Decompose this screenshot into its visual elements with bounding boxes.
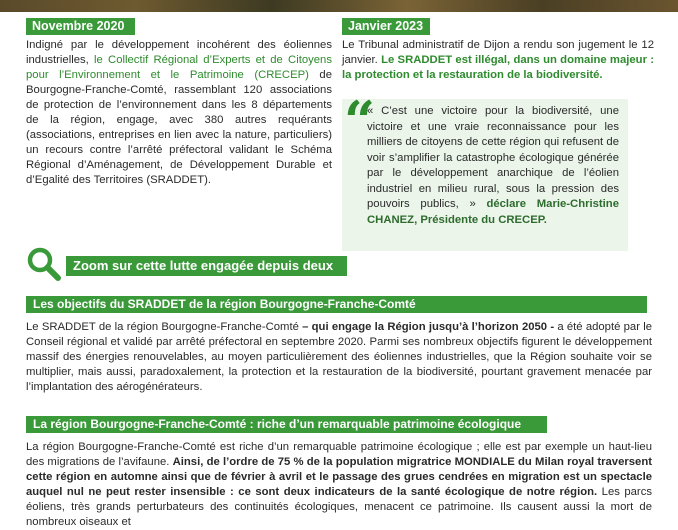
section1-title-bar: Les objectifs du SRADDET de la région Bourgogne-Franche-Comté — [26, 296, 647, 313]
quote-body: « C’est une victoire pour la biodiversité, une victoire et une vraie reconnaissance pour les milliers de citoyens de cette région qui refusent de voir s’amplifier la catastrophe écologique générée par le développement anarchique de l’éolien industriel en milieu rural, sous la pression des pouvoirs publics, » — [367, 105, 619, 210]
section2-title-bar: La région Bourgogne-Franche-Comté : riche d’un remarquable patrimoine écologique — [26, 416, 547, 433]
section2-text-c: Les parcs éoliens, très grands perturbateurs des continuités écologiques, menacent ce patrimoine. Ils causent aussi la mort de nombreux oiseaux et — [26, 486, 652, 528]
right-paragraph — [342, 38, 654, 83]
right-text-verdict: Le SRADDET est illégal, dans un domaine majeur : la protection et la restauration de la biodiversité. — [342, 54, 654, 81]
left-text-a: Indigné par le développement incohérent des éoliennes industrielles, — [26, 39, 332, 66]
magnifier-icon — [26, 246, 62, 282]
section1-paragraph — [26, 320, 652, 395]
quote-mark-icon: “ — [344, 89, 376, 153]
quote-signature: déclare Marie-Christine CHANEZ, Présidente du CRECEP. — [367, 198, 619, 226]
header-photo-banner — [0, 0, 678, 12]
section2-text-b: Ainsi, de l’ordre de 75 % de la population migratrice MONDIALE du Milan royal traversent cette région en automne ainsi que de février à avril et le passage des grues cendrées en migration est un spectacle auquel nul ne peut rester insensible : ce sont deux indicateurs de la santé écologique de notre région. — [26, 456, 652, 498]
quote-text — [367, 104, 619, 228]
left-text-c: de Bourgogne-Franche-Comté, rassemblant 120 associations de protection de l’environnement dans les 8 départements de la région, engage, avec 380 autres requérants (associations, entreprises en lien avec la nature, particuliers) un recours contre l’arrêté préfectoral validant le Schéma Régional d’Aménagement, de Développement Durable et d’Egalité des Territoires (SRADDET). — [26, 69, 332, 186]
crecep-name: le Collectif Régional d’Experts et de Citoyens pour l’Environnement et le Patrimoine (CRECEP) — [26, 54, 332, 81]
section1-text-c: a été adopté par le Conseil régional et validé par arrêté préfectoral en septembre 2020. Parmi ses nombreux objectifs figurent le développement massif des énergies renouvelables, au moyen particulièrement des éoliennes industrielles, que la Région souhaite voir se multiplier, mais aussi, paradoxalement, la protection et la restauration de la biodiversité, pourtant gravement menacée par l’implantation des aérogénérateurs. — [26, 321, 652, 393]
right-text-a: Le Tribunal administratif de Dijon a rendu son jugement le 12 janvier. — [342, 39, 654, 66]
header-novembre-2020: Novembre 2020 — [26, 18, 135, 35]
header-janvier-2023: Janvier 2023 — [342, 18, 430, 35]
section1-text-b: – qui engage la Région jusqu’à l’horizon 2050 - — [302, 321, 555, 333]
section2-text-a: La région Bourgogne-Franche-Comté est riche d’un remarquable patrimoine écologique ; elle est par exemple un haut-lieu des migrations de l’avifaune. — [26, 441, 652, 468]
section1-text-a: Le SRADDET de la région Bourgogne-Franche-Comté — [26, 321, 303, 333]
zoom-title-bar: Zoom sur cette lutte engagée depuis deux ans — [66, 256, 347, 276]
section2-paragraph — [26, 440, 652, 530]
left-paragraph — [26, 38, 332, 188]
